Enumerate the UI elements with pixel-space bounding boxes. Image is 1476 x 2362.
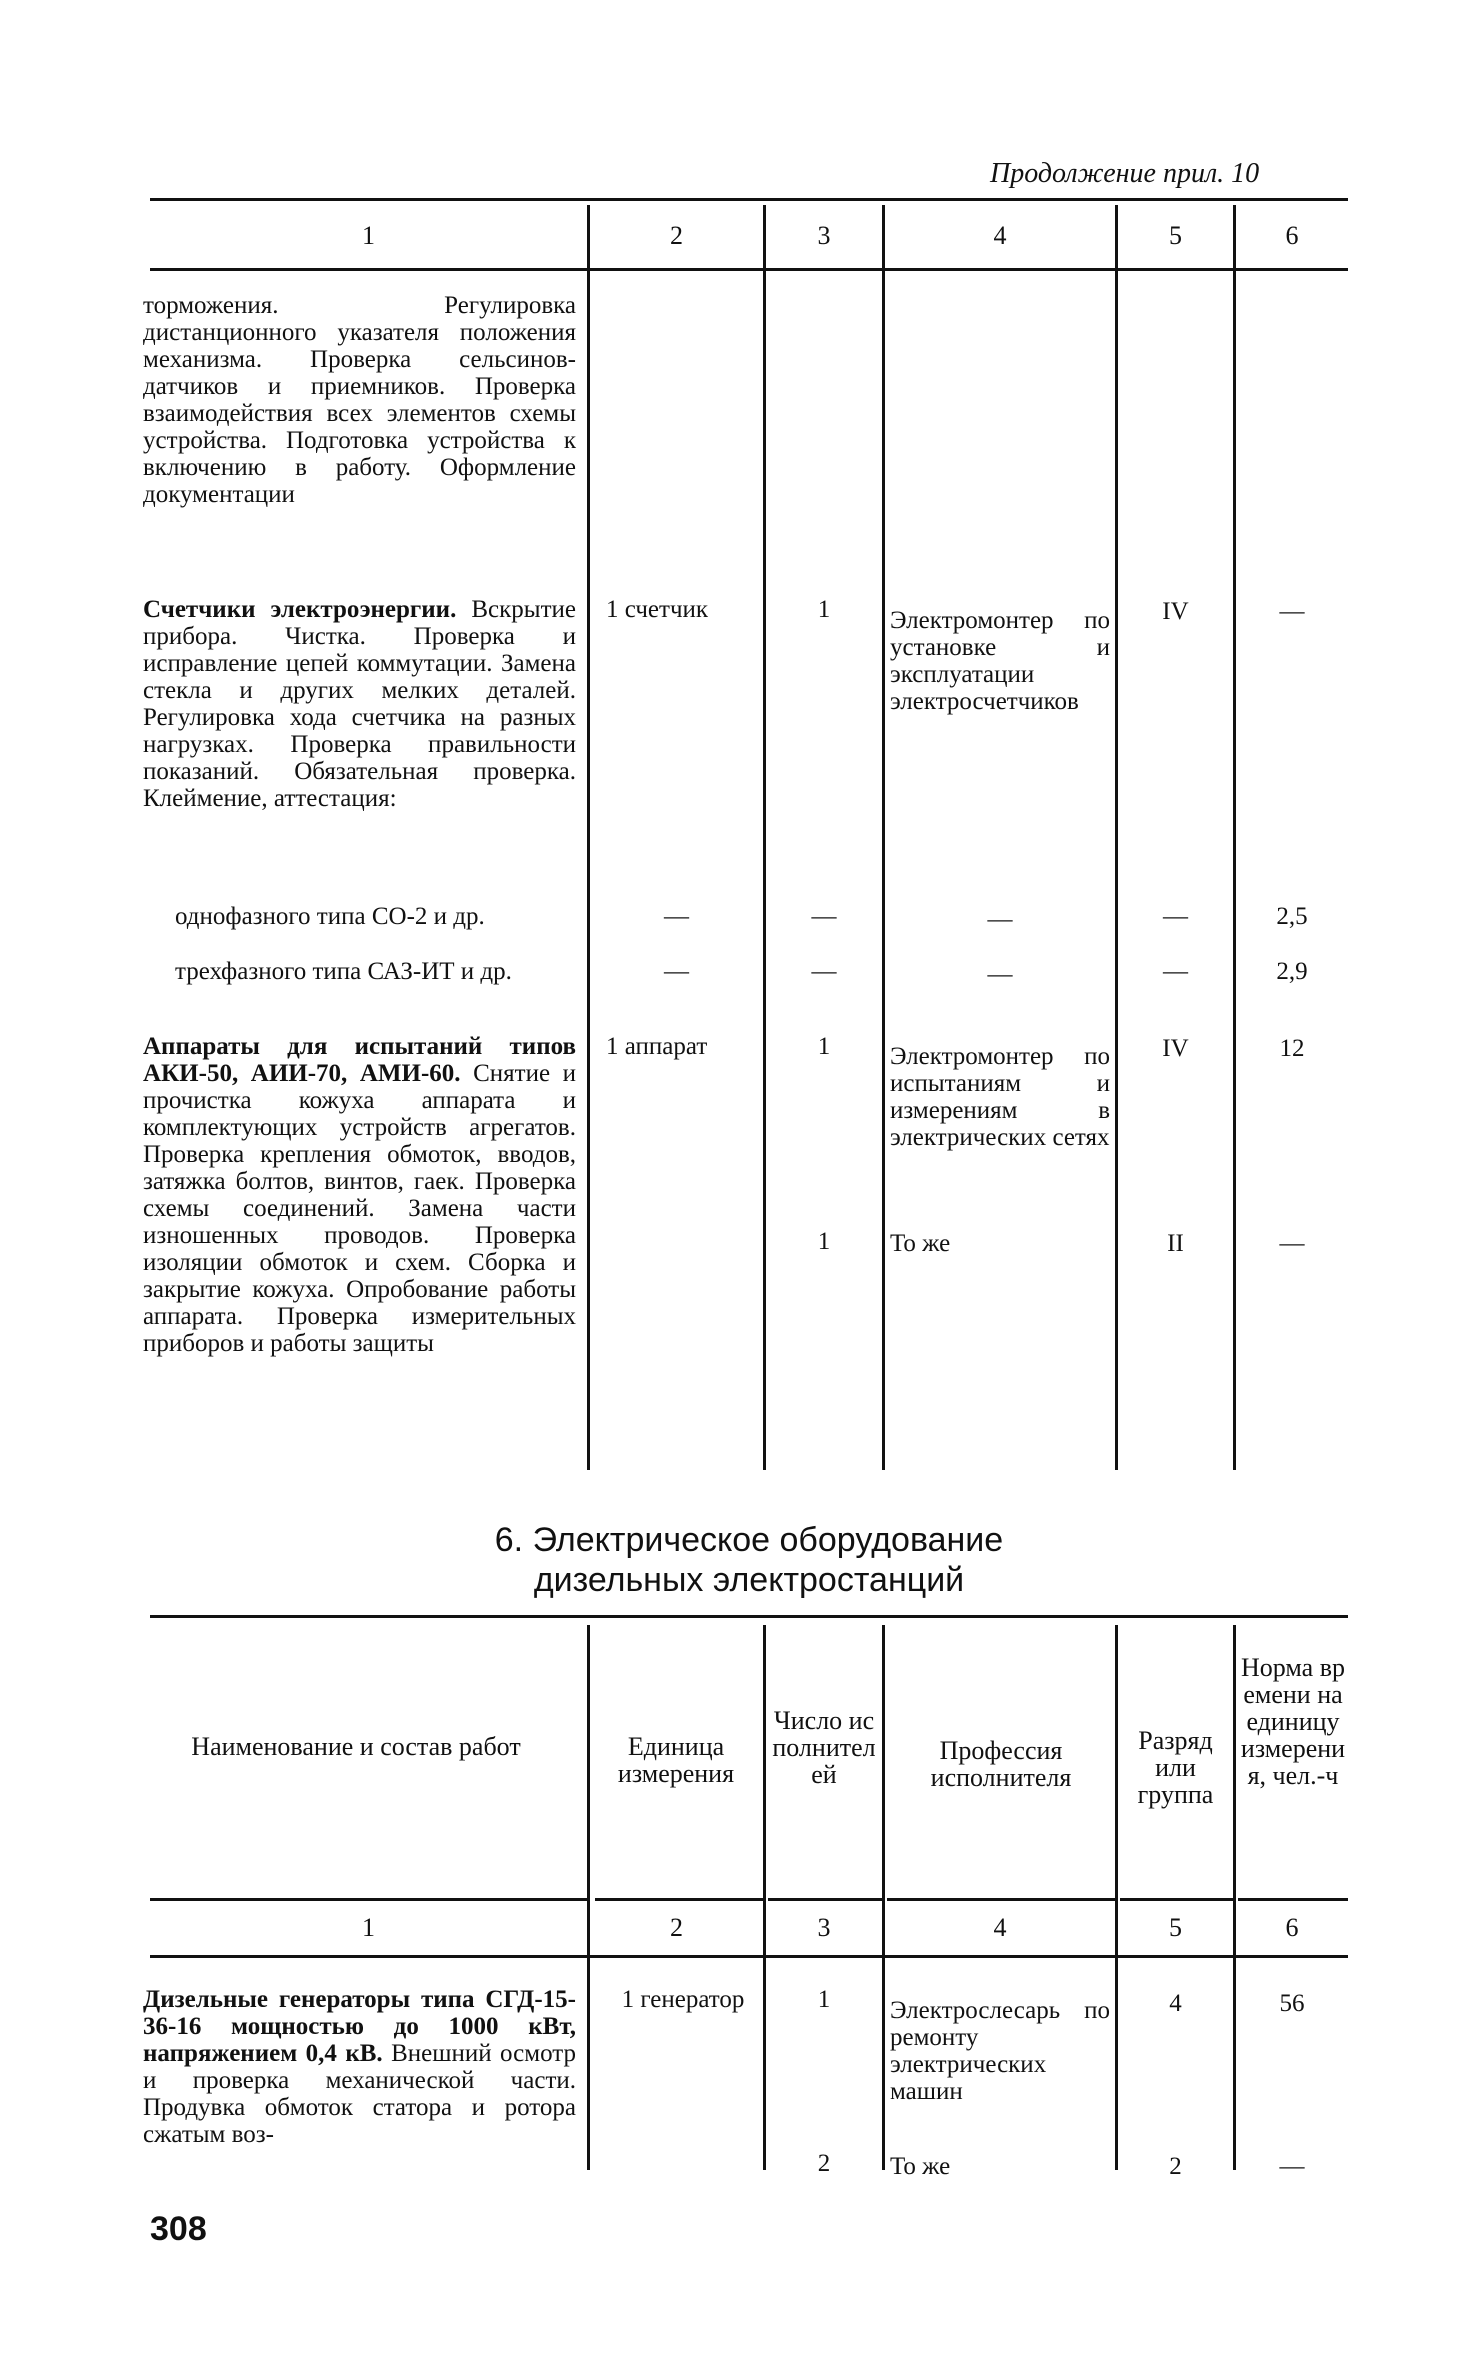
- bottom-table-rule: [150, 1615, 1348, 1618]
- meters-sub1-profession: —: [987, 906, 1013, 933]
- generators-row2-grade: 2: [1169, 2153, 1182, 2180]
- section-title: [150, 1520, 1348, 1600]
- col-number-rule: [150, 1955, 1348, 1958]
- col-number: 6: [1285, 1913, 1299, 1942]
- header-underline: [1120, 1898, 1233, 1901]
- section-title-line2: дизельных электростанций: [533, 1561, 965, 1599]
- col-number: 3: [817, 221, 831, 250]
- generators-row2-norm: —: [1279, 2153, 1305, 2180]
- col-number: 3: [817, 1913, 831, 1942]
- top-table-header-rule: [150, 268, 1348, 271]
- col-number: 1: [362, 1913, 375, 1942]
- meters-title: Счетчики электроэнергии.: [143, 596, 457, 623]
- col-number: 2: [670, 1913, 683, 1942]
- meters-work-description: [143, 596, 576, 812]
- page-number: 308: [150, 2210, 207, 2248]
- generators-unit: 1 генератор: [621, 1986, 745, 2013]
- meters-sub1-label: однофазного типа СО-2 и др.: [175, 903, 485, 930]
- header-underline: [150, 1898, 590, 1901]
- apparatus-text: Снятие и прочистка кожуха аппарата и комплектующих устройств агрегатов. Проверка крепления обмоток, вводов, затяжка болтов, винтов, гаек. Проверка схемы соединений. Замена части изношенных проводов. Проверка изоляции обмоток и схем. Сборка и закрытие кожуха. Опробование работы аппарата. Проверка измерительных приборов и работы защиты: [143, 1060, 576, 1357]
- header-underline: [595, 1898, 763, 1901]
- meters-sub2-grade: —: [1163, 958, 1188, 985]
- header-grade: Разряд или группа: [1137, 1726, 1214, 1809]
- generators-text: Внешний осмотр и проверка механической части. Продувка обмоток статора и ротора сжатым воз-: [143, 2040, 576, 2148]
- col-separator: [882, 1625, 885, 2170]
- col-separator: [882, 205, 885, 1470]
- apparatus-row2-profession: То же: [890, 1230, 951, 1257]
- col-separator: [763, 1625, 766, 2170]
- generators-work-description: [143, 1986, 576, 2148]
- col-number: 2: [670, 221, 683, 250]
- header-count: Число исполнителей: [772, 1706, 876, 1789]
- generators-row1-profession: Электрослесарь по ремонту электрических машин: [890, 1997, 1110, 2105]
- continued-work-text: торможения. Регулировка дистанционного указателя положения механизма. Проверка сельсинов-датчиков и приемников. Проверка взаимодействия всех элементов схемы устройства. Подготовка устройства к включению в работу. Оформление документации: [143, 292, 576, 508]
- meters-sub1-count: —: [811, 903, 837, 930]
- header-underline: [768, 1898, 882, 1901]
- generators-row1-grade: 4: [1169, 1990, 1182, 2017]
- col-separator: [1115, 1625, 1118, 2170]
- col-separator: [587, 1625, 590, 2170]
- meters-grade: IV: [1162, 598, 1189, 625]
- meters-text: Вскрытие прибора. Чистка. Проверка и исправление цепей коммутации. Замена стекла и других мелких деталей. Регулировка хода счетчика на разных нагрузках. Проверка правильности показаний. Обязательная проверка. Клеймение, аттестация:: [143, 596, 576, 812]
- apparatus-row2-grade: II: [1167, 1230, 1184, 1257]
- generators-title: Дизельные генераторы типа СГД-15-36-16 мощностью до 1000 кВт, напряжением 0,4 кВ.: [143, 1986, 576, 2067]
- col-separator: [763, 205, 766, 1470]
- meters-profession: Электромонтер по установке и эксплуатации электросчетчиков: [890, 607, 1110, 715]
- col-number: 5: [1169, 221, 1182, 250]
- header-underline: [887, 1898, 1115, 1901]
- col-number: 6: [1285, 221, 1299, 250]
- generators-row1-norm: 56: [1279, 1990, 1305, 2017]
- generators-row2-profession: То же: [890, 2153, 951, 2180]
- generators-row1-count: 1: [817, 1986, 831, 2013]
- header-unit: Единица измерения: [617, 1732, 735, 1788]
- meters-unit: 1 счетчик: [606, 596, 709, 623]
- header-work-name: Наименование и состав работ: [191, 1732, 521, 1761]
- header-underline: [1238, 1898, 1348, 1901]
- meters-sub2-label: трехфазного типа САЗ-ИТ и др.: [175, 958, 512, 985]
- col-number: 4: [993, 221, 1007, 250]
- col-separator: [587, 205, 590, 1470]
- apparatus-title: Аппараты для испытаний типов АКИ-50, АИИ-70, АМИ-60.: [143, 1033, 576, 1087]
- col-separator: [1233, 1625, 1236, 2170]
- col-separator: [1233, 205, 1236, 1470]
- meters-sub2-norm: 2,9: [1276, 958, 1308, 985]
- col-number: 1: [362, 221, 375, 250]
- apparatus-row1-count: 1: [817, 1033, 831, 1060]
- header-profession: Профессия исполнителя: [930, 1736, 1072, 1792]
- top-table-rule: [150, 198, 1348, 201]
- apparatus-row1-profession: Электромонтер по испытаниям и измерениям в электрических сетях: [890, 1043, 1110, 1151]
- apparatus-row1-norm: 12: [1279, 1035, 1305, 1062]
- section-title-line1: 6. Электрическое оборудование: [494, 1521, 1004, 1559]
- col-number: 5: [1169, 1913, 1182, 1942]
- meters-sub2-count: —: [811, 958, 837, 985]
- meters-sub2-unit: —: [664, 958, 689, 985]
- meters-count: 1: [817, 596, 831, 623]
- apparatus-row2-norm: —: [1279, 1230, 1305, 1257]
- col-number: 4: [993, 1913, 1007, 1942]
- generators-row2-count: 2: [817, 2150, 831, 2177]
- apparatus-row2-count: 1: [817, 1228, 831, 1255]
- meters-sub1-norm: 2,5: [1276, 903, 1308, 930]
- meters-sub1-unit: —: [664, 903, 689, 930]
- meters-norm: —: [1279, 598, 1305, 625]
- apparatus-work-description: [143, 1033, 576, 1357]
- meters-sub2-profession: —: [987, 961, 1013, 988]
- col-separator: [1115, 205, 1118, 1470]
- apparatus-row1-grade: IV: [1162, 1035, 1189, 1062]
- meters-sub1-grade: —: [1163, 903, 1188, 930]
- apparatus-unit: 1 аппарат: [606, 1033, 708, 1060]
- header-norm: Норма времени на единицу измерения, чел.-ч: [1240, 1653, 1346, 1790]
- running-header: Продолжение прил. 10: [990, 158, 1260, 189]
